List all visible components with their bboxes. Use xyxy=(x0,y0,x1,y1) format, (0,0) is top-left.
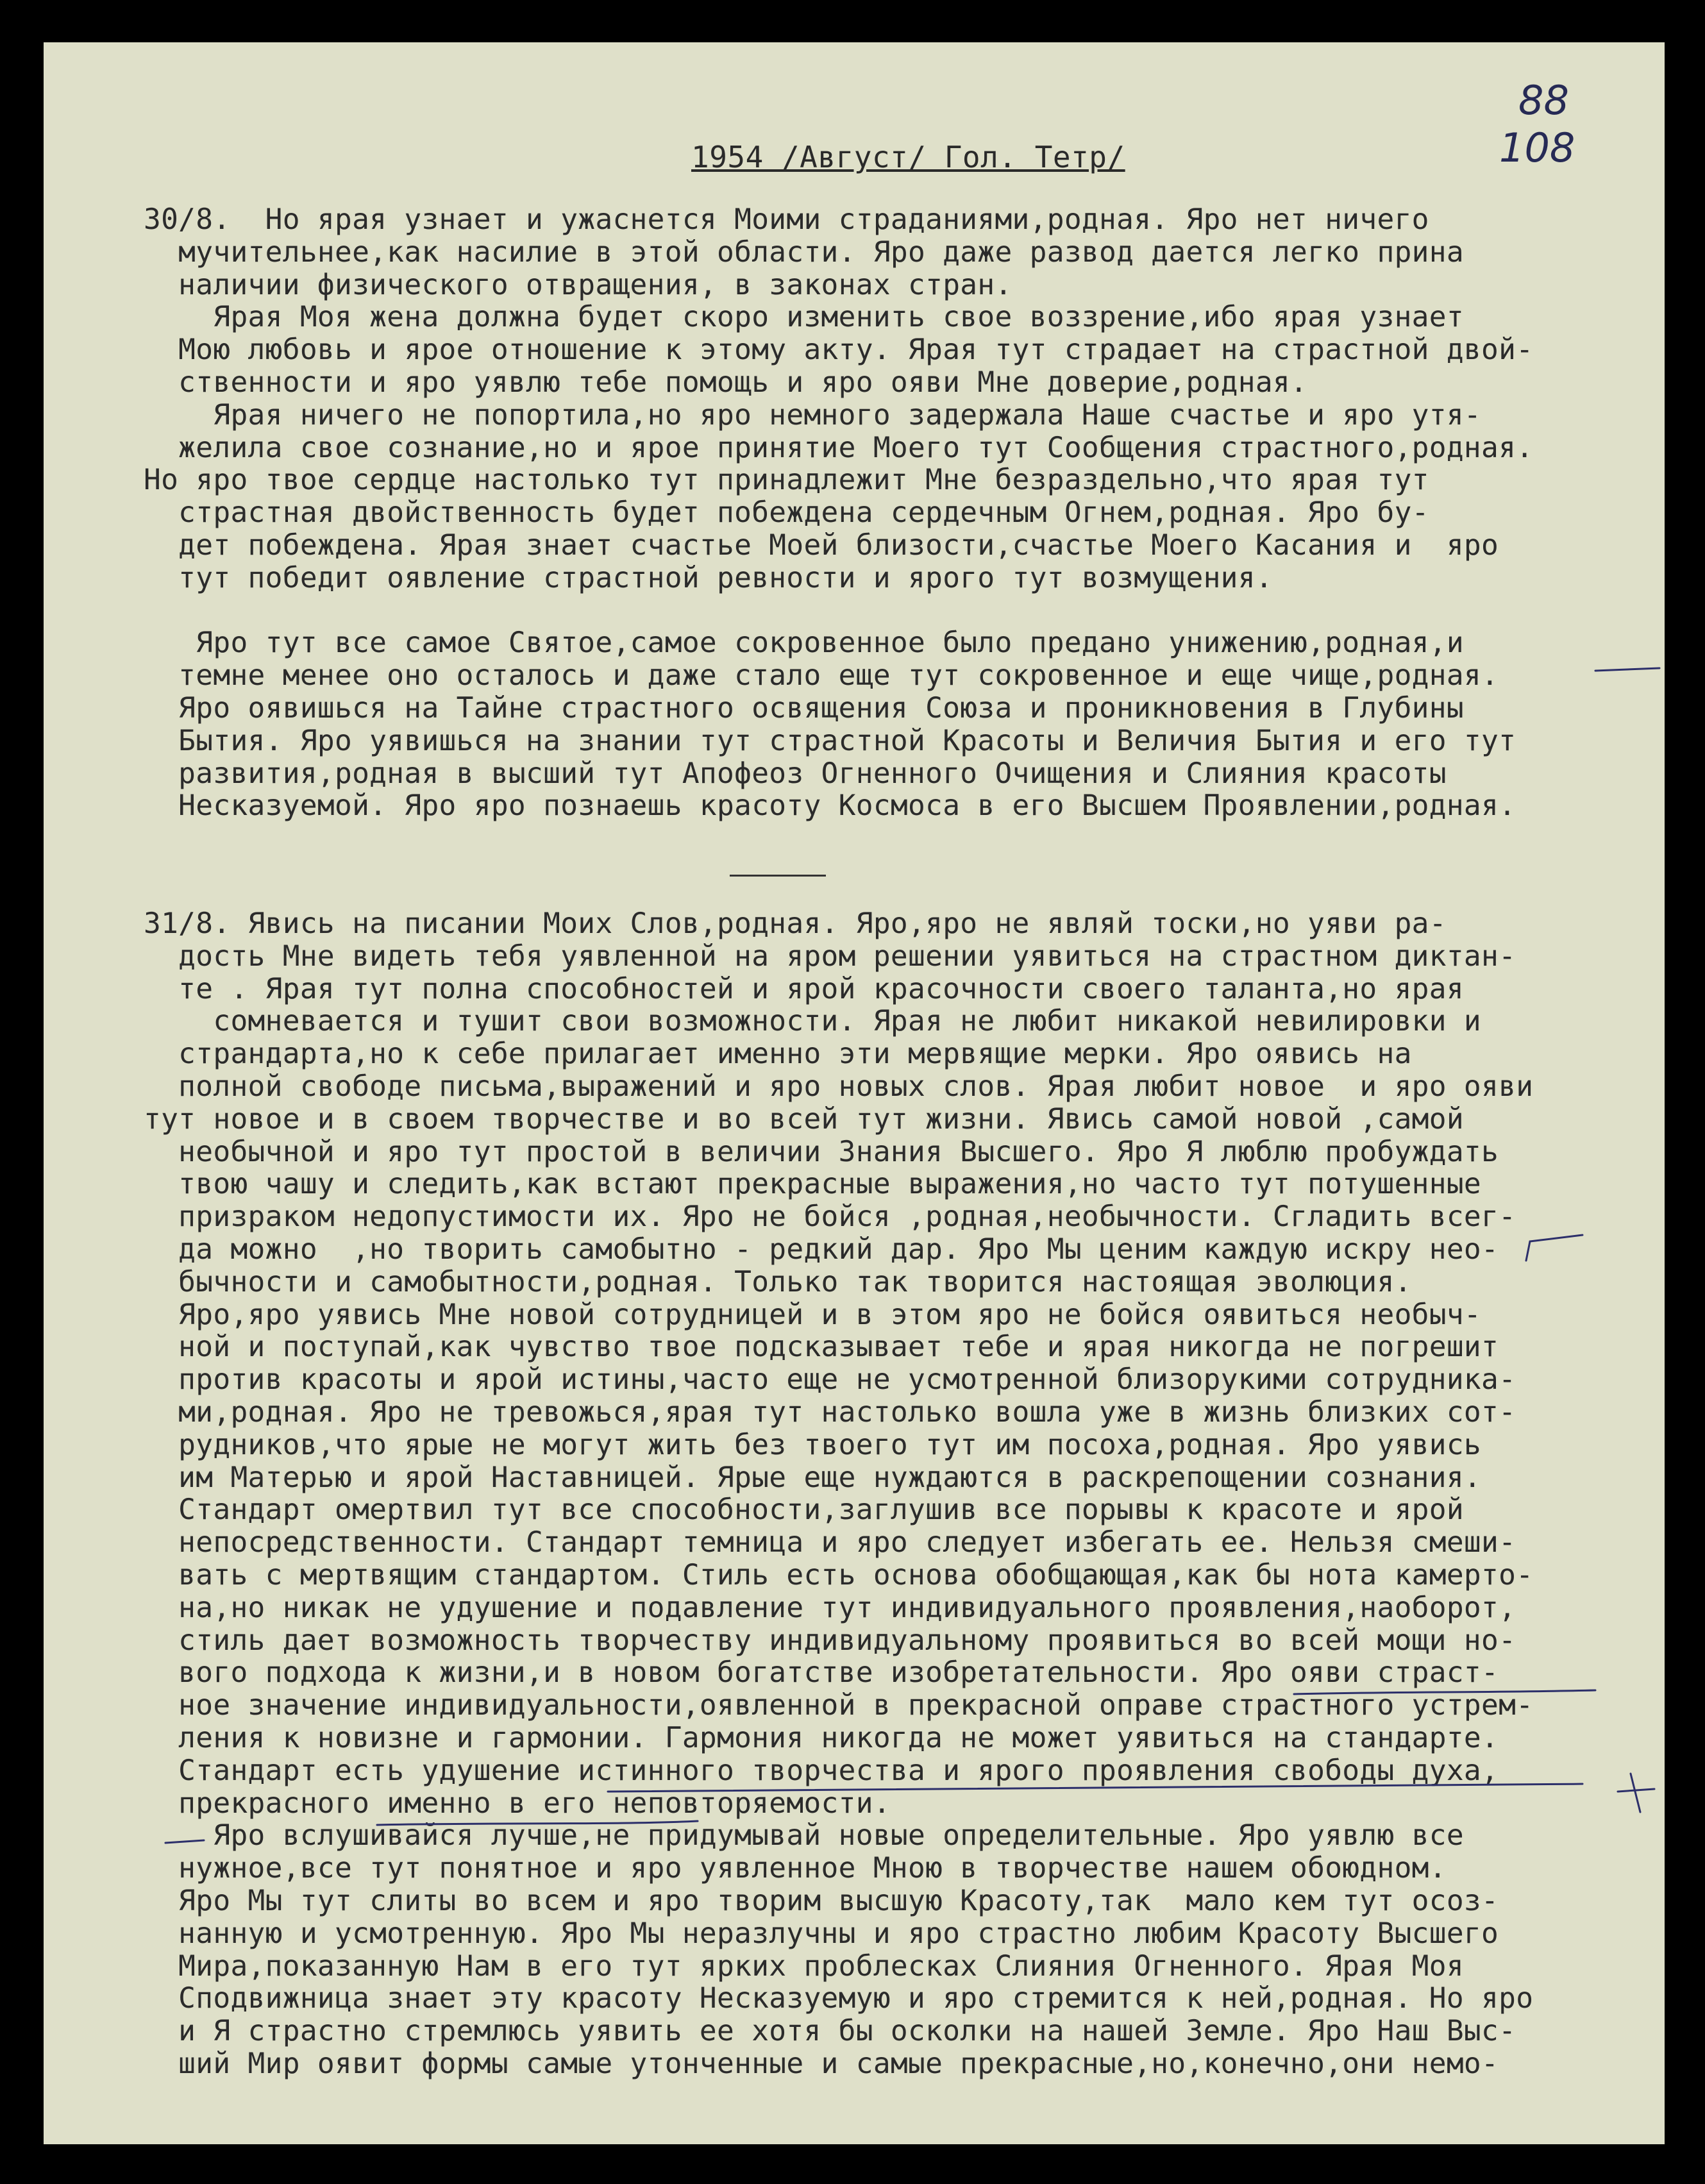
text-line: Мира,показанную Нам в его тут ярких проблесках Слияния Огненного. Ярая Моя xyxy=(144,1949,1464,1983)
text-line: ления к новизне и гармонии. Гармония никогда не может уявиться на стандарте. xyxy=(144,1721,1499,1754)
text-line: твою чашу и следить,как встают прекрасные выражения,но часто тут потушенные xyxy=(144,1168,1482,1201)
text-line: ший Мир оявит формы самые утонченные и самые прекрасные,но,конечно,они немо- xyxy=(144,2047,1499,2080)
text-line: Стандарт есть удушение истинного творчества и ярого проявления свободы духа, xyxy=(144,1754,1499,1787)
text-line: да можно ,но творить самобытно - редкий дар. Яро Мы ценим каждую искру нео- xyxy=(144,1232,1499,1266)
text-line: наличии физического отвращения, в законах стран. xyxy=(144,268,1012,301)
text-line: нужное,все тут понятное и яро уявленное Мною в творчестве нашем обоюдном. xyxy=(144,1852,1447,1885)
text-line: Ярая Моя жена должна будет скоро изменить свое воззрение,ибо ярая узнает xyxy=(144,301,1464,334)
text-line: Несказуемой. Яро яро познаешь красоту Космоса в его Высшем Проявлении,родная. xyxy=(144,789,1516,823)
text-line: Но яро твое сердце настолько тут принадлежит Мне безраздельно,что ярая тут xyxy=(144,464,1429,497)
text-line: Яро вслушивайся лучше,не придумывай новые определительные. Яро уявлю все xyxy=(144,1819,1464,1852)
text-line: им Матерью и ярой Наставницей. Ярые еще нуждаются в раскрепощении сознания. xyxy=(144,1461,1482,1494)
page-number-upper: 88 xyxy=(1518,77,1569,124)
text-line: ми,родная. Яро не тревожься,ярая тут настолько вошла уже в жизнь близких сот- xyxy=(144,1395,1516,1429)
text-line: нанную и усмотренную. Яро Мы неразлучны и яро страстно любим Красоту Высшего xyxy=(144,1917,1499,1950)
text-line: Стандарт омертвил тут все способности,заглушив все порывы к красоте и ярой xyxy=(144,1493,1464,1527)
text-line: Яро,яро уявись Мне новой сотрудницей и в этом яро не бойся оявиться необыч- xyxy=(144,1298,1482,1331)
text-line: и Я страстно стремлюсь уявить ее хотя бы осколки на нашей Земле. Яро Наш Выс- xyxy=(144,2015,1516,2048)
text-line: прекрасного именно в его неповторяемости. xyxy=(144,1786,891,1820)
text-line: Яро Мы тут слиты во всем и яро творим высшую Красоту,так мало кем тут осоз- xyxy=(144,1884,1499,1917)
text-line: ной и поступай,как чувство твое подсказывает тебе и ярая никогда не погрешит xyxy=(144,1331,1499,1364)
text-line: тут новое и в своем творчестве и во всей тут жизни. Явись самой новой ,самой xyxy=(144,1102,1464,1136)
text-line: полной свободе письма,выражений и яро новых слов. Ярая любит новое и яро ояви xyxy=(144,1070,1534,1103)
text-line: сомневается и тушит свои возможности. Ярая не любит никакой невилировки и xyxy=(144,1005,1482,1038)
margin-dash-mark xyxy=(1595,668,1659,671)
text-line: 31/8. Явись на писании Моих Слов,родная. Яро,яро не являй тоски,но уяви ра- xyxy=(144,907,1447,940)
text-line: непосредственности. Стандарт темница и яро следует избегать ее. Нельзя смеши- xyxy=(144,1526,1516,1559)
text-line: Бытия. Яро уявишься на знании тут страстной Красоты и Величия Бытия и его тут xyxy=(144,724,1516,757)
page-number-lower: 108 xyxy=(1499,124,1575,171)
text-line: стиль дает возможность творчеству индивидуальному проявиться во всей мощи но- xyxy=(144,1624,1516,1657)
text-line: Яро тут все самое Святое,самое сокровенное было предано унижению,родная,и xyxy=(144,626,1464,660)
text-line: призраком недопустимости их. Яро не бойся ,родная,необычности. Сгладить всег- xyxy=(144,1200,1516,1234)
text-line: темне менее оно осталось и даже стало еще тут сокровенное и еще чище,родная. xyxy=(144,659,1499,693)
underline-mark xyxy=(608,1784,1583,1792)
text-line: страстная двойственность будет побеждена сердечным Огнем,родная. Яро бу- xyxy=(144,496,1429,530)
text-line: Ярая ничего не попортила,но яро немного задержала Наше счастье и яро утя- xyxy=(144,398,1482,432)
text-line: бычности и самобытности,родная. Только так творится настоящая эволюция. xyxy=(144,1265,1412,1298)
text-line: необычной и яро тут простой в величии Знания Высшего. Яро Я люблю пробуждать xyxy=(144,1135,1499,1168)
text-line: рудников,что ярые не могут жить без твоего тут им посоха,родная. Яро уявись xyxy=(144,1428,1482,1461)
margin-corner-mark xyxy=(1526,1235,1583,1261)
underline-mark xyxy=(377,1821,698,1825)
plus-mark xyxy=(1618,1774,1654,1812)
page-header: 1954 /Август/ Гол. Тетр/ xyxy=(691,140,1125,174)
text-line: те . Ярая тут полна способностей и ярой красочности своего таланта,но ярая xyxy=(144,972,1464,1005)
text-line: 30/8. Но ярая узнает и ужаснется Моими страданиями,родная. Яро нет ничего xyxy=(144,203,1429,236)
text-line: развития,родная в высший тут Апофеоз Огненного Очищения и Слияния красоты xyxy=(144,757,1447,790)
margin-dash-mark xyxy=(165,1840,204,1843)
underline-mark xyxy=(1294,1690,1595,1694)
text-line: ственности и яро уявлю тебе помощь и яро ояви Мне доверие,родная. xyxy=(144,365,1308,399)
text-line: желила свое сознание,но и ярое принятие Моего тут Сообщения страстного,родная. xyxy=(144,431,1534,464)
text-line: вать с мертвящим стандартом. Стиль есть основа обобщающая,как бы нота камерто- xyxy=(144,1558,1534,1592)
text-line: дет побеждена. Ярая знает счастье Моей близости,счастье Моего Касания и яро xyxy=(144,528,1499,562)
text-line: страндарта,но к себе прилагает именно эти мервящие мерки. Яро оявись на xyxy=(144,1037,1412,1071)
text-line: вого подхода к жизни,и в новом богатстве изобретательности. Яро ояви страст- xyxy=(144,1656,1499,1690)
text-line: мучительнее,как насилие в этой области. Яро даже развод дается легко прина xyxy=(144,235,1464,269)
text-line: тут победит оявление страстной ревности и ярого тут возмущения. xyxy=(144,561,1273,594)
handwritten-marks xyxy=(44,42,1665,2144)
text-line: ное значение индивидуальности,оявленной в прекрасной оправе страстного устрем- xyxy=(144,1689,1534,1722)
text-line: Мою любовь и ярое отношение к этому акту. Ярая тут страдает на страстной двой- xyxy=(144,333,1534,367)
text-line: Яро оявишься на Тайне страстного освящения Союза и проникновения в Глубины xyxy=(144,691,1464,725)
typewritten-page xyxy=(44,42,1665,2144)
text-line: против красоты и ярой истины,часто еще не усмотренной близорукими сотрудника- xyxy=(144,1363,1516,1397)
text-line: на,но никак не удушение и подавление тут индивидуального проявления,наоборот, xyxy=(144,1591,1516,1624)
text-line: дость Мне видеть тебя уявленной на яром решении уявиться на страстном диктан- xyxy=(144,939,1516,973)
text-line: Сподвижница знает эту красоту Несказуемую и яро стремится к ней,родная. Но яро xyxy=(144,1982,1534,2015)
